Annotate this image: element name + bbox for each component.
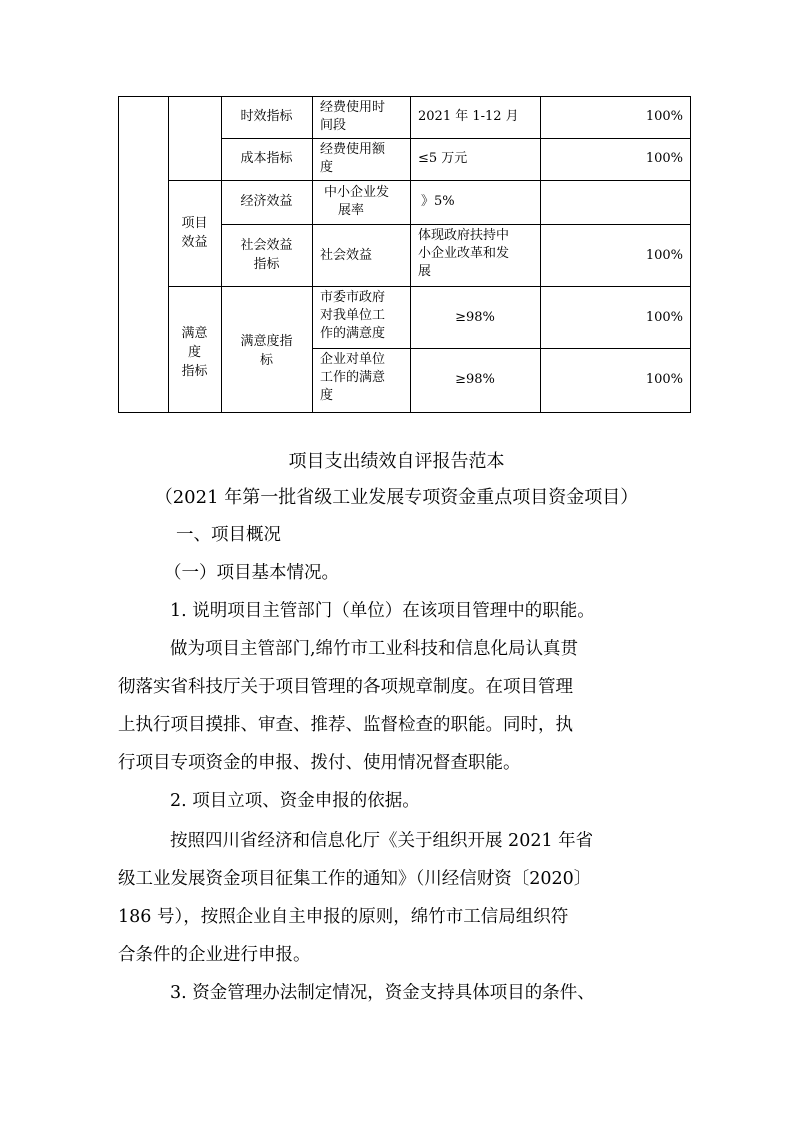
target-cell: 2021 年 1-12 月 <box>418 109 519 124</box>
target-cell: ≥98% <box>455 372 495 387</box>
level3-cell-line: 市委市政府 <box>320 290 386 305</box>
level1-cell-line: 满意 <box>181 326 208 341</box>
target-cell: ≤5 万元 <box>418 151 468 166</box>
row-divider <box>312 348 691 349</box>
level1-cell-line: 指标 <box>181 364 208 379</box>
level2-cell-line: 指标 <box>253 257 280 272</box>
level3-cell-line: 社会效益 <box>320 248 373 263</box>
target-cell-line: 展 <box>418 264 432 279</box>
actual-cell: 100% <box>645 109 683 124</box>
section-heading-2: （一）项目基本情况。 <box>164 563 339 583</box>
paragraph-line: 186 号），按照企业自主申报的原则，绵竹市工信局组织符 <box>118 907 569 927</box>
actual-cell: 100% <box>645 372 683 387</box>
section-heading-1: 一、项目概况 <box>176 525 281 545</box>
paragraph-line: 做为项目主管部门,绵竹市工业科技和信息化局认真贯 <box>170 639 579 659</box>
row-divider <box>168 286 691 287</box>
paragraph-line: 上执行项目摸排、审查、推荐、监督检查的职能。同时，执 <box>118 715 573 735</box>
table-border-right <box>690 96 691 412</box>
level2-cell-line: 标 <box>259 353 273 368</box>
level3-cell-line: 度 <box>320 160 334 175</box>
level3-cell-line: 工作的满意 <box>320 370 386 385</box>
level3-cell-line: 展率 <box>338 203 365 218</box>
actual-cell: 100% <box>645 151 683 166</box>
level3-cell-line: 企业对单位 <box>320 352 386 367</box>
table-border-left <box>118 96 119 412</box>
paragraph-line: 级工业发展资金项目征集工作的通知》（川经信财资〔2020〕 <box>118 869 592 889</box>
level3-cell-line: 间段 <box>320 118 347 133</box>
actual-cell: 100% <box>645 248 683 263</box>
level2-cell: 经济效益 <box>240 194 293 209</box>
performance-indicator-table <box>118 96 691 412</box>
level2-cell: 时效指标 <box>240 109 293 124</box>
level2-cell-line: 满意度指 <box>240 334 293 349</box>
target-cell-line: 小企业改革和发 <box>418 246 510 261</box>
row-divider <box>221 224 691 225</box>
numbered-item-3: 3. 资金管理办法制定情况，资金支持具体项目的条件、 <box>170 983 595 1003</box>
row-divider <box>221 138 691 139</box>
level1-cell-line: 效益 <box>181 235 208 250</box>
col-divider <box>312 96 313 412</box>
level2-cell: 成本指标 <box>240 151 293 166</box>
col-divider <box>410 96 411 412</box>
table-border-bottom <box>118 412 691 413</box>
level3-cell-line: 经费使用额 <box>320 142 386 157</box>
document-subtitle: （2021 年第一批省级工业发展专项资金重点项目资金项目） <box>154 487 639 508</box>
paragraph-line: 行项目专项资金的申报、拨付、使用情况督查职能。 <box>118 753 521 773</box>
target-cell-line: 体现政府扶持中 <box>418 228 510 243</box>
document-title: 项目支出绩效自评报告范本 <box>288 451 505 472</box>
target-cell: ≥98% <box>455 310 495 325</box>
row-divider <box>168 180 691 181</box>
paragraph-line: 合条件的企业进行申报。 <box>118 945 311 965</box>
target-cell: 》5% <box>421 194 455 209</box>
actual-cell: 100% <box>645 310 683 325</box>
level1-cell-line: 度 <box>187 345 201 360</box>
level3-cell-line: 作的满意度 <box>320 326 386 341</box>
level3-cell-line: 对我单位工 <box>320 308 386 323</box>
numbered-item-2: 2. 项目立项、资金申报的依据。 <box>170 791 420 811</box>
level2-cell-line: 社会效益 <box>240 238 293 253</box>
level1-cell-line: 项目 <box>181 216 208 231</box>
paragraph-line: 按照四川省经济和信息化厅《关于组织开展 2021 年省 <box>170 831 594 851</box>
table-border-top <box>118 96 691 97</box>
level3-cell-line: 度 <box>320 388 334 403</box>
level3-cell-line: 经费使用时 <box>320 100 386 115</box>
numbered-item-1: 1. 说明项目主管部门（单位）在该项目管理中的职能。 <box>170 601 595 621</box>
level3-cell-line: 中小企业发 <box>324 185 390 200</box>
paragraph-line: 彻落实省科技厅关于项目管理的各项规章制度。在项目管理 <box>118 677 573 697</box>
